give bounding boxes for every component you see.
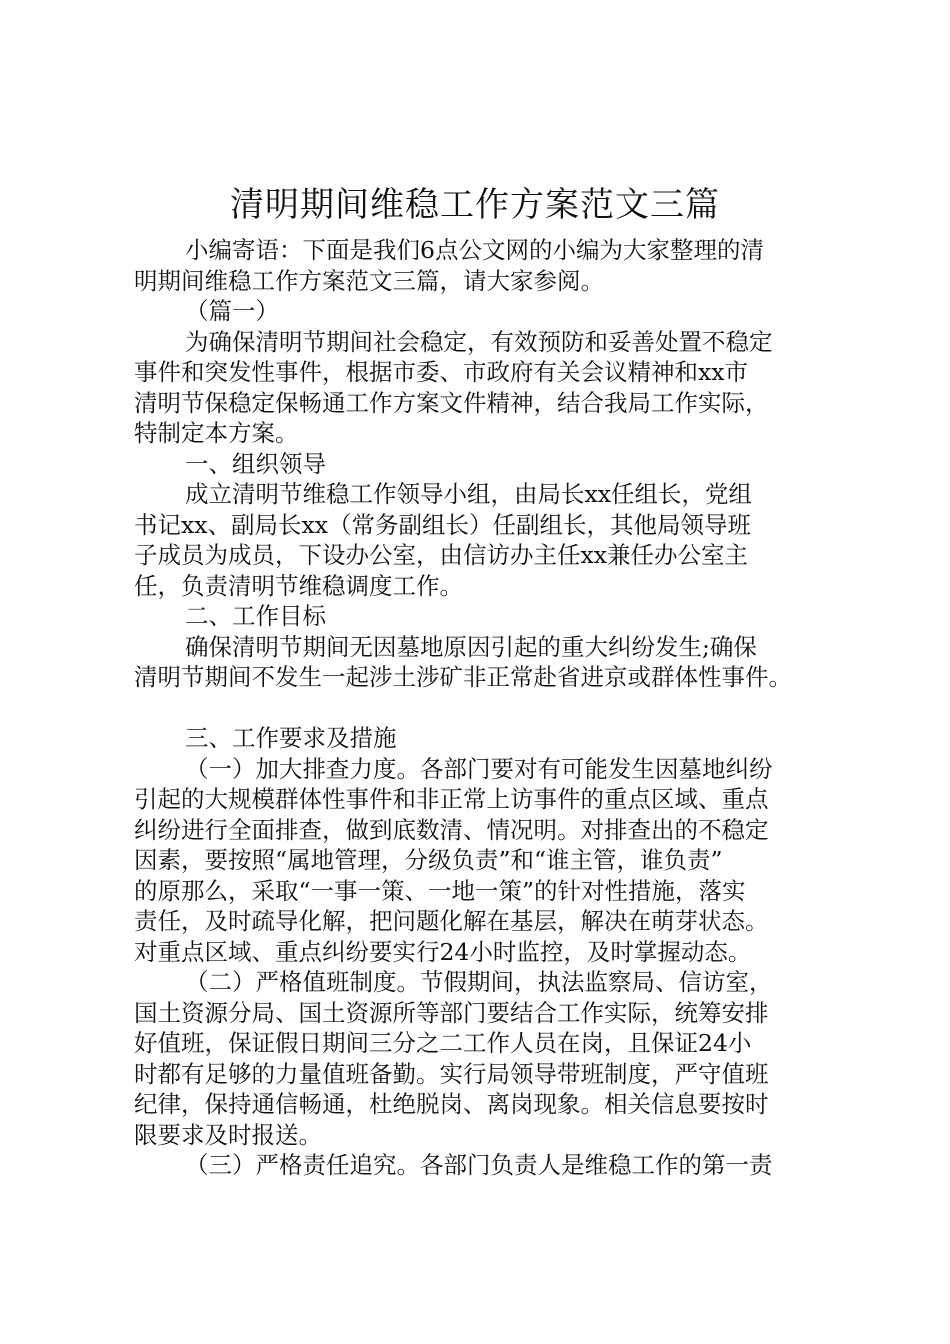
paragraph-line: 子成员为成员，下设办公室，由信访办主任xx兼任办公室主 bbox=[134, 541, 749, 569]
section-heading: 二、工作目标 bbox=[185, 602, 326, 630]
section-heading: 三、工作要求及措施 bbox=[185, 724, 397, 752]
paragraph-line: 的原那么，采取“一事一策、一地一策”的针对性措施，落实 bbox=[134, 876, 746, 905]
paragraph-line: 为确保清明节期间社会稳定，有效预防和妥善处置不稳定 bbox=[185, 327, 773, 356]
paragraph-line: 对重点区域、重点纠纷要实行24小时监控，及时掌握动态。 bbox=[134, 937, 752, 966]
paragraph-line: 特制定本方案。 bbox=[134, 419, 299, 447]
paragraph-line: 纪律，保持通信畅通，杜绝脱岗、离岗现象。相关信息要按时 bbox=[134, 1090, 769, 1118]
paragraph-line: 明期间维稳工作方案范文三篇，请大家参阅。 bbox=[134, 266, 604, 295]
paragraph-line: 清明节保稳定保畅通工作方案文件精神，结合我局工作实际， bbox=[134, 388, 769, 417]
paragraph-line: 时都有足够的力量值班备勤。实行局领导带班制度，严守值班 bbox=[134, 1059, 769, 1088]
paragraph-line: 责任，及时疏导化解，把问题化解在基层，解决在萌芽状态。 bbox=[134, 907, 769, 935]
paragraph-line: 书记xx、副局长xx（常务副组长）任副组长，其他局领导班 bbox=[134, 510, 752, 539]
document-body bbox=[134, 235, 834, 1181]
blank-line bbox=[134, 693, 834, 724]
paragraph-line: 清明节期间不发生一起涉土涉矿非正常赴省进京或群体性事件。 bbox=[134, 663, 792, 691]
paragraph-line: 引起的大规模群体性事件和非正常上访事件的重点区域、重点 bbox=[134, 785, 769, 813]
paragraph-line: （一）加大排查力度。各部门要对有可能发生因墓地纠纷 bbox=[185, 754, 773, 783]
paragraph-line: （二）严格值班制度。节假期间，执法监察局、信访室， bbox=[185, 968, 773, 996]
paragraph-line: 任，负责清明节维稳调度工作。 bbox=[134, 571, 463, 600]
section-heading: 一、组织领导 bbox=[185, 449, 326, 478]
paragraph-line: 小编寄语：下面是我们6点公文网的小编为大家整理的清 bbox=[185, 236, 764, 264]
section-label: （篇一） bbox=[185, 297, 279, 325]
document-title: 清明期间维稳工作方案范文三篇 bbox=[230, 185, 720, 225]
paragraph-line: 限要求及时报送。 bbox=[134, 1120, 322, 1149]
paragraph-line: 事件和突发性事件，根据市委、市政府有关会议精神和xx市 bbox=[134, 358, 749, 386]
paragraph-line: 国土资源分局、国土资源所等部门要结合工作实际，统筹安排 bbox=[134, 998, 769, 1027]
paragraph-line: 好值班，保证假日期间三分之二工作人员在岗，且保证24小 bbox=[134, 1029, 752, 1057]
paragraph-line: 确保清明节期间无因墓地原因引起的重大纠纷发生;确保 bbox=[185, 632, 757, 661]
paragraph-line: 纠纷进行全面排查，做到底数清、情况明。对排查出的不稳定 bbox=[134, 815, 769, 844]
paragraph-line: 因素，要按照“属地管理，分级负责”和“谁主管，谁负责” bbox=[134, 846, 723, 874]
paragraph-line: 成立清明节维稳工作领导小组，由局长xx任组长，党组 bbox=[185, 480, 753, 508]
paragraph-line: （三）严格责任追究。各部门负责人是维稳工作的第一责 bbox=[185, 1151, 773, 1179]
